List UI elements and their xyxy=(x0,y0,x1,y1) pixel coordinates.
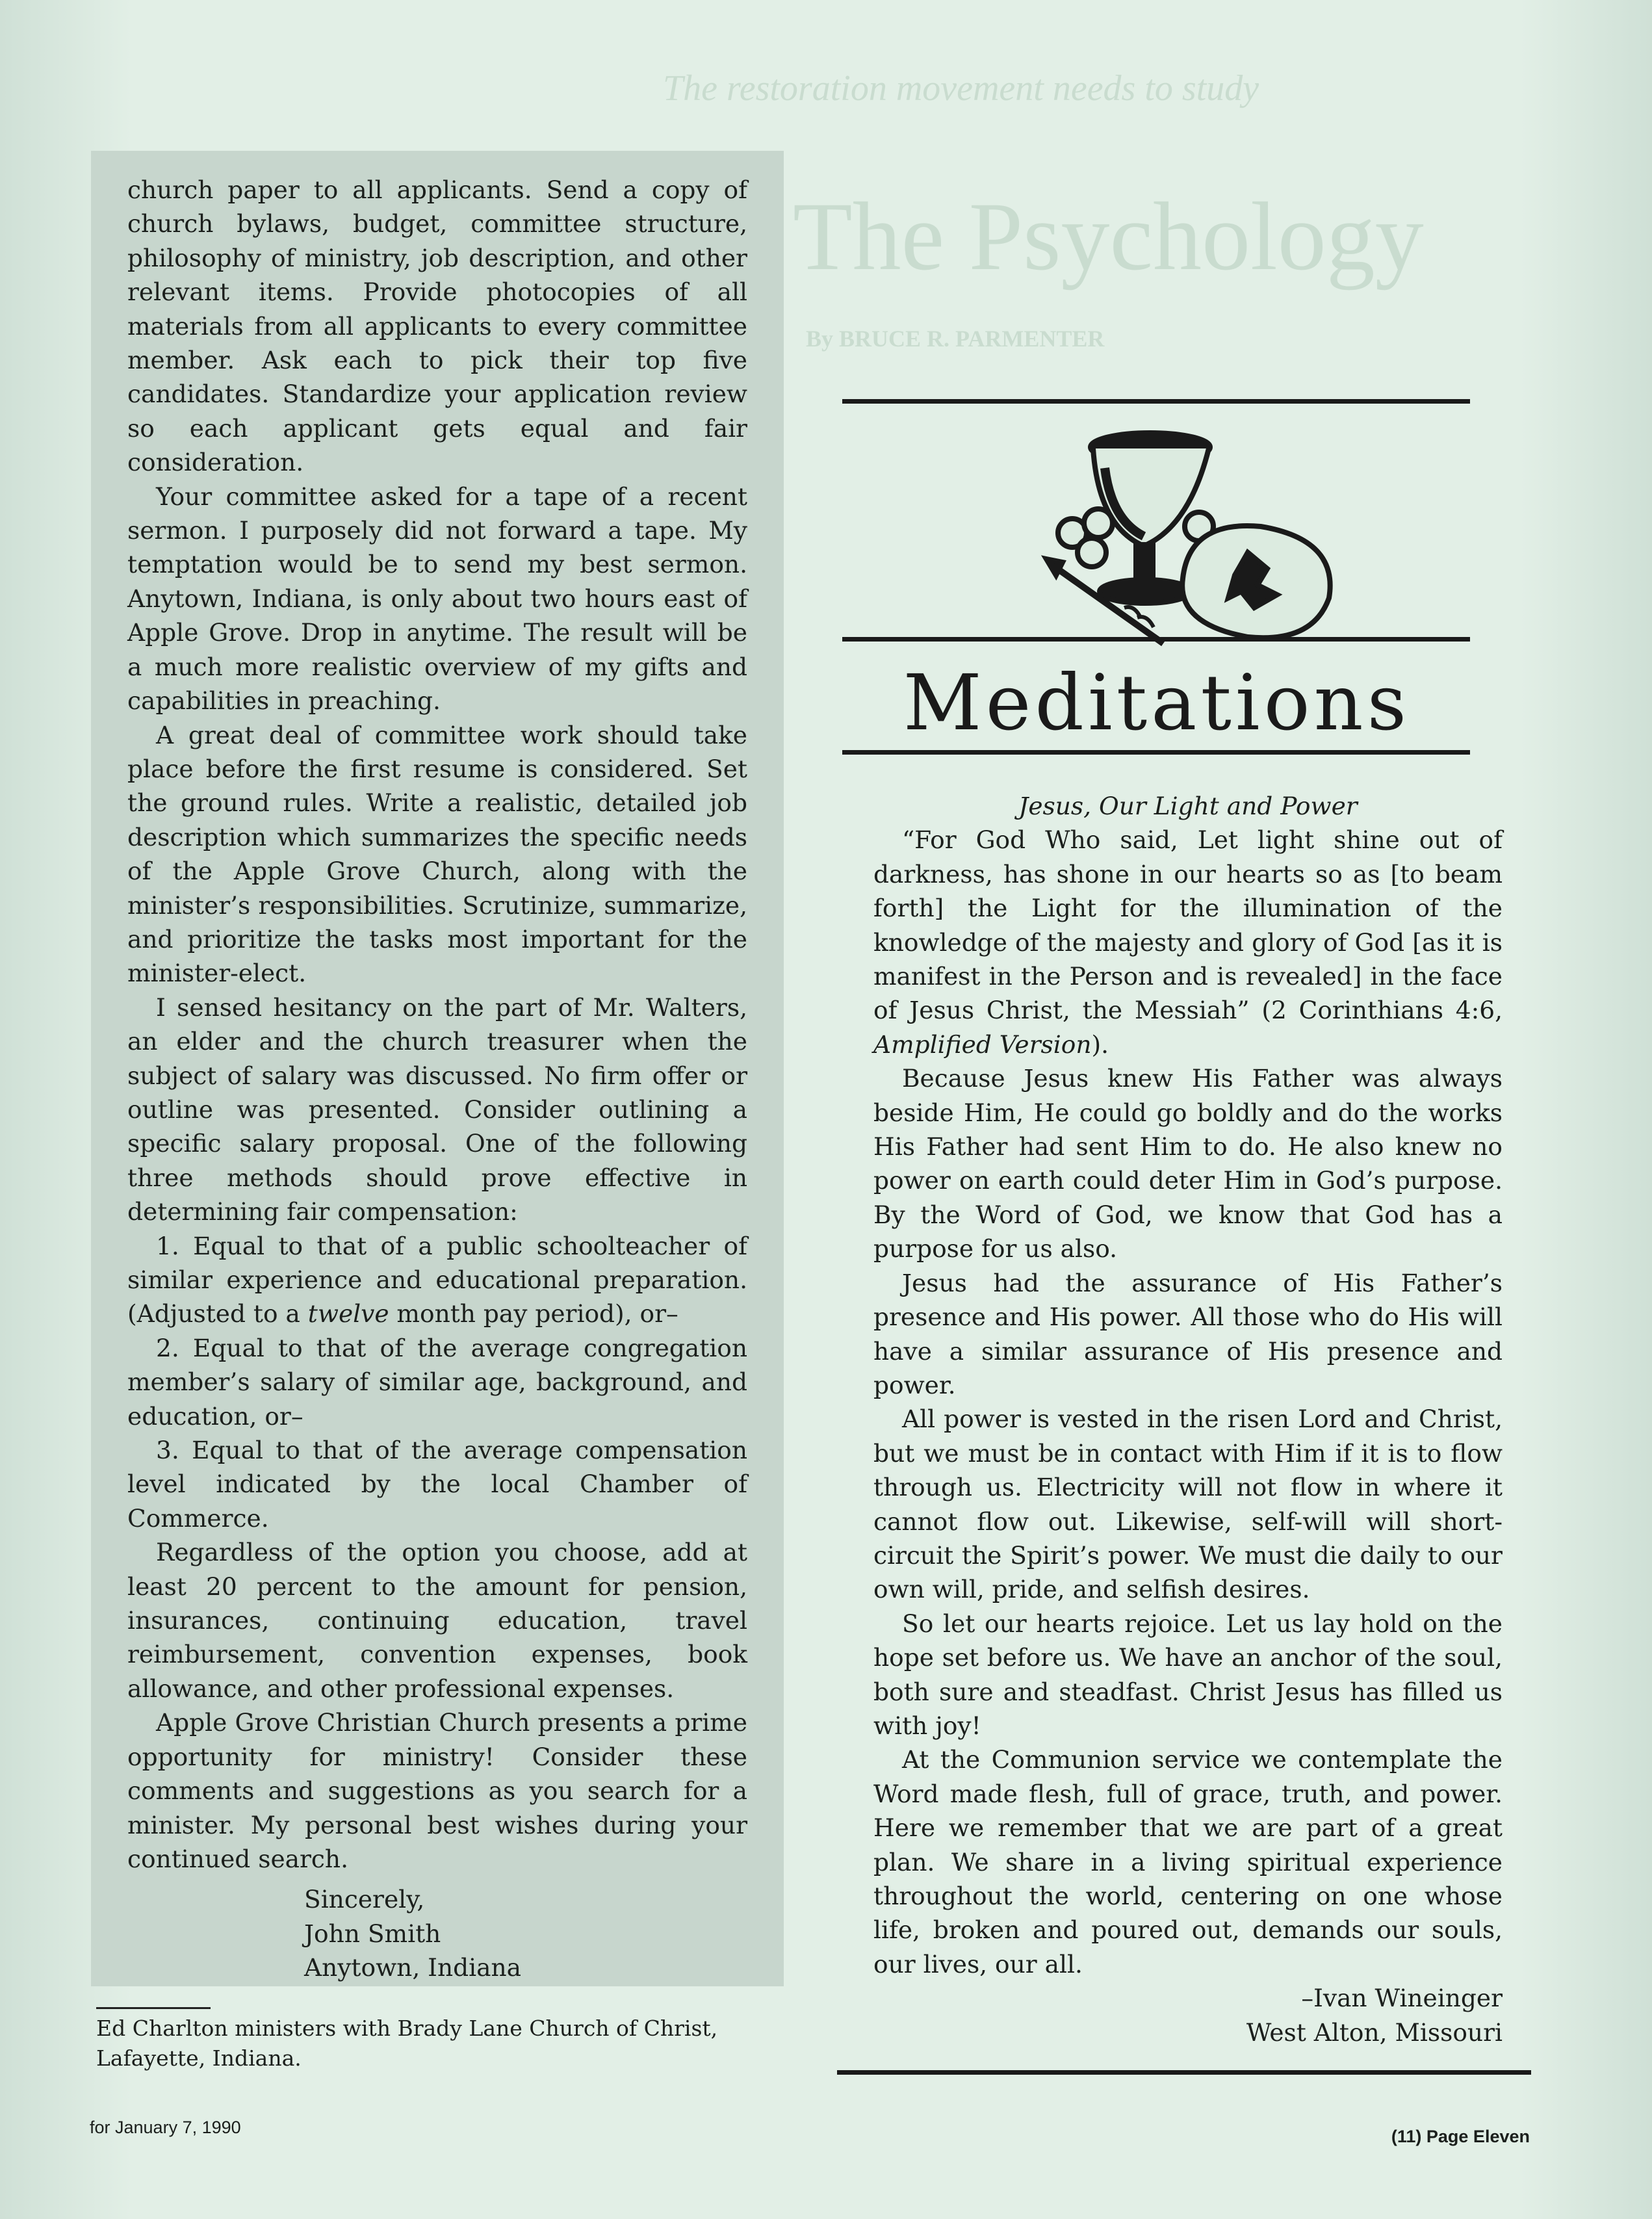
meditation-author-location: West Alton, Missouri xyxy=(1246,2018,1503,2047)
issue-date-folio: for January 7, 1990 xyxy=(90,2118,241,2137)
masthead-bottom-rule xyxy=(842,750,1470,755)
communion-cup-and-bread-illustration xyxy=(1033,429,1358,663)
bleed-through-byline: By BRUCE R. PARMENTER xyxy=(806,326,1105,352)
footnote-rule xyxy=(96,2007,211,2009)
salary-option-1-text: 1. Equal to that of a public schoolteacher of similar experience and educational preparation. (Adjusted to a xyxy=(127,1231,747,1329)
letter-paragraph: I sensed hesitancy on the part of Mr. Walters, an elder and the church treasurer when the subject of salary was discussed. No firm offer or outline was presented. Consider outlining a specific salary proposal. One of the following three methods should prove effective in determining fair compensation: xyxy=(127,993,747,1226)
letter-signer-location: Anytown, Indiana xyxy=(304,1953,521,1982)
meditation-paragraph: Jesus had the assurance of His Father’s presence and His power. All those who do His will have a similar assurance of His presence and power. xyxy=(873,1268,1503,1399)
letter-signer: John Smith xyxy=(304,1919,441,1948)
letter-paragraph: Apple Grove Christian Church presents a prime opportunity for ministry! Consider these comments and suggestions as you search for a minister. My personal best wishes during your continued search. xyxy=(127,1708,747,1873)
meditation-author: –Ivan Wineinger xyxy=(1301,1984,1503,2013)
masthead-middle-rule xyxy=(842,637,1470,642)
salary-option-1-emphasis: twelve xyxy=(307,1299,389,1329)
meditation-paragraph: At the Communion service we contemplate the Word made flesh, full of grace, truth, and power. Here we remember that we are part of a great plan. We share in a living spiritual experience throughout the world, centering on one whose life, broken and poured out, demands our souls, our lives, our all. xyxy=(873,1745,1503,1979)
letter-paragraph: church paper to all applicants. Send a copy of church bylaws, budget, committee structure, philosophy of ministry, job description, and other relevant items. Provide photocopies of all materials from all applicants to every committee member. Ask each to pick their top five candidates. Standardize your application review so each applicant gets equal and fair consideration. xyxy=(127,175,747,477)
scripture-version: Amplified Version xyxy=(873,1030,1092,1059)
meditation-headline: Jesus, Our Light and Power xyxy=(1018,792,1358,820)
meditations-masthead: Meditations xyxy=(903,658,1411,747)
author-footnote: Ed Charlton ministers with Brady Lane Church of Christ, Lafayette, Indiana. xyxy=(96,2016,718,2071)
salary-option-1-text-end: month pay period), or– xyxy=(389,1299,678,1329)
scripture-quote-end: ). xyxy=(1091,1030,1109,1059)
letter-paragraph: Regardless of the option you choose, add at least 20 percent to the amount for pension, insurances, continuing education, travel reimbursement, convention expenses, book allowance, and other professional expenses. xyxy=(127,1538,747,1703)
letter-panel xyxy=(91,151,784,1986)
meditations-column xyxy=(873,789,1503,2049)
masthead-top-rule xyxy=(842,399,1470,404)
column-end-rule xyxy=(837,2070,1531,2075)
meditation-paragraph: All power is vested in the risen Lord and Christ, but we must be in contact with Him if it is to flow through us. Electricity will not flow in where it cannot flow out. Likewise, self-will will short-circuit the Spirit’s power. We must die daily to our own will, pride, and selfish desires. xyxy=(873,1405,1503,1604)
meditation-paragraph: Because Jesus knew His Father was always beside Him, He could go boldly and do the works His Father had sent Him to do. He also knew no power on earth could deter Him in God’s purpose. By the Word of God, we know that God has a purpose for us also. xyxy=(873,1064,1503,1264)
salary-option-2: 2. Equal to that of the average congregation member’s salary of similar age, background, and education, or– xyxy=(127,1333,747,1431)
meditation-paragraph: So let our hearts rejoice. Let us lay hold on the hope set before us. We have an anchor of the soul, both sure and steadfast. Christ Jesus has filled us with joy! xyxy=(873,1609,1503,1740)
letter-paragraph: Your committee asked for a tape of a recent sermon. I purposely did not forward a tape. My temptation would be to send my best sermon. Anytown, Indiana, is only about two hours east of Apple Grove. Drop in anytime. The result will be a much more realistic overview of my gifts and capabilities in preaching. xyxy=(127,482,747,716)
scripture-quote xyxy=(873,823,1503,1061)
letter-closing: Sincerely, xyxy=(304,1885,425,1914)
salary-option-1 xyxy=(127,1229,747,1331)
bleed-through-kicker: The restoration movement needs to study xyxy=(663,68,1259,109)
salary-option-3: 3. Equal to that of the average compensation level indicated by the local Chamber of Commerce. xyxy=(127,1436,747,1533)
scripture-quote-text: “For God Who said, Let light shine out of darkness, has shone in our hearts so as [to beam forth] the Light for the illumination of the knowledge of the majesty and glory of God [as it is manifest in the Person and is revealed] in the face of Jesus Christ, the Messiah” (2 Corinthians 4:6, xyxy=(873,825,1503,1025)
page-number-folio: (11) Page Eleven xyxy=(1391,2127,1530,2146)
bleed-through-title: The Psychology xyxy=(793,183,1424,291)
letter-paragraph: A great deal of committee work should take place before the first resume is considered. Set the ground rules. Write a realistic, detailed job description which summarizes the specific needs of the Apple Grove Church, along with the minister’s responsibilities. Scrutinize, summarize, and prioritize the tasks most important for the minister-elect. xyxy=(127,720,747,988)
